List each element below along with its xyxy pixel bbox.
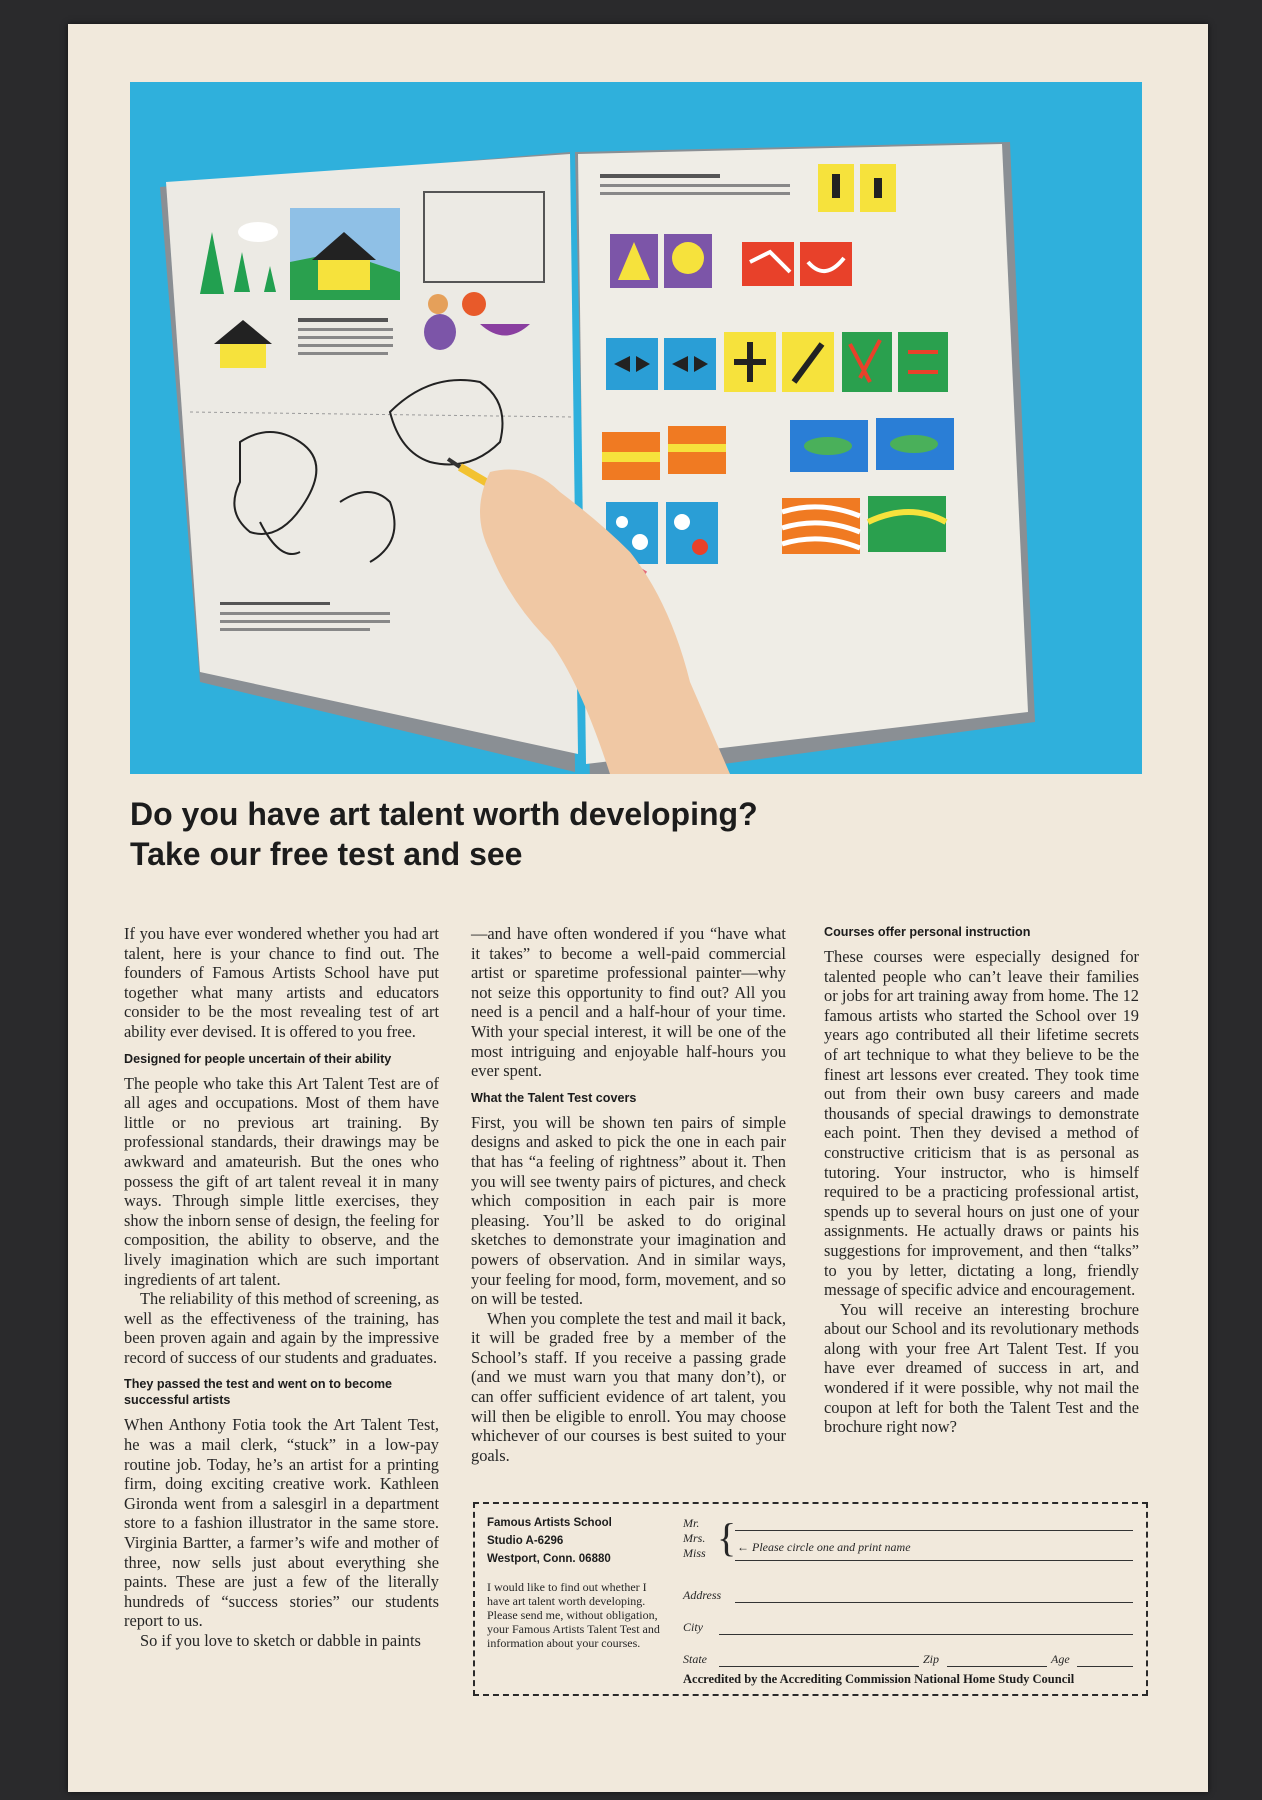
school-address — [487, 1514, 667, 1568]
paragraph-people-who-take: The people who take this Art Talent Test are of all ages and occupations. Most of them have little or no previous art training. By professional standards, their drawings may be awkward and amateurish. But the ones who possess the gift of art talent reveal it in many ways. Through simple little exercises, they show the inborn sense of design, the feeling for composition, the ability to observe, and the lively imagination which are such important ingredients of art talent. — [124, 1073, 439, 1289]
name-line-1[interactable] — [735, 1530, 1133, 1531]
left-arrow-icon: ← — [737, 1540, 749, 1554]
headline — [130, 794, 1170, 874]
studio-line: Studio A-6296 — [487, 1535, 564, 1547]
title-options[interactable] — [683, 1516, 706, 1561]
magazine-page — [68, 24, 1208, 1792]
test-booklet-illustration — [130, 82, 1142, 774]
headline-line-2: Take our free test and see — [130, 836, 523, 872]
paragraph-so-if-you-love: So if you love to sketch or dabble in paints — [140, 1631, 421, 1650]
city-label: City — [683, 1620, 703, 1634]
paragraph-these-courses: These courses were especially designed for talented people who can’t leave their families or jobs for art training away from home. The 12 famous artists who started the School over 19 years ago contributed all their lifetime secrets of art technique to what they believe to be the finest art lessons ever created. They took time out from their own busy careers and made thousands of special drawings to demonstrate each point. Then they devised a method of constructive criticism that is as personal as tutoring. Your instructor, who is himself required to be a practicing professional artist, spends up to several hours on just one of your assignments. He actually draws or paints his suggestions for improvement, and then “talks” to you by letter, dictating a long, friendly message of specific advice and encouragement. — [824, 947, 1139, 1300]
address-label: Address — [683, 1588, 722, 1602]
zip-line[interactable] — [947, 1666, 1047, 1667]
city-line: Westport, Conn. 06880 — [487, 1553, 611, 1565]
state-zip-age-row[interactable] — [683, 1652, 1133, 1672]
zip-label: Zip — [923, 1652, 940, 1666]
paragraph-first-you-will: First, you will be shown ten pairs of simple designs and asked to pick the one in each pair that has “a feeling of rightness” about it. Then you will see twenty pairs of pictures, and check which composition in each pair is more pleasing. You’ll be asked to do original sketches to demonstrate your imagination and powers of observation. And in similar ways, your feeling for mood, form, movement, and so on will be tested. — [471, 1112, 786, 1309]
name-line-2[interactable] — [735, 1560, 1133, 1561]
intro-paragraph: If you have ever wondered whether you had art talent, here is your chance to find out. The founders of Famous Artists School have put together what many artists and educators consider to be the most revealing test of art ability ever devised. It is offered to you free. — [124, 924, 439, 1041]
circle-note-text: Please circle one and print name — [752, 1540, 911, 1554]
mail-in-coupon[interactable] — [473, 1502, 1148, 1696]
age-line[interactable] — [1077, 1666, 1133, 1667]
paragraph-brochure: You will receive an interesting brochure about our School and its revolutionary methods along with your free Art Talent Test. If you have ever dreamed of success in art, and wondered if it were possible, why not mail the coupon at left for both the Talent Test and the brochure right now? — [824, 1299, 1139, 1437]
state-label: State — [683, 1652, 707, 1666]
city-line-field[interactable] — [719, 1634, 1133, 1635]
body-column-3 — [824, 924, 1139, 1437]
title-miss[interactable]: Miss — [683, 1546, 706, 1560]
paragraph-when-you-complete: When you complete the test and mail it back, it will be graded free by a member of the School’s staff. If you receive a passing grade (and we must warn you that many don’t), or can offer sufficient evidence of art talent, you will then be eligible to enroll. You may choose whichever of our courses is best suited to your goals. — [471, 1308, 786, 1465]
city-row[interactable] — [683, 1620, 1133, 1640]
title-mr[interactable]: Mr. — [683, 1516, 700, 1530]
paragraph-success-stories: When Anthony Fotia took the Art Talent Test, he was a mail clerk, “stuck” in a low-pay routine job. Today, he’s an artist for a printing firm, doing exciting creative work. Kathleen Gironda went from a salesgirl in a department store to a fashion illustrator in the same store. Virginia Bartter, a farmer’s wife and mother of three, now sells just about everything she paints. These are just a few of the literally hundreds of “success stories” our students report to us. — [124, 1415, 439, 1631]
body-column-1 — [124, 924, 439, 1651]
headline-line-1: Do you have art talent worth developing? — [130, 796, 758, 832]
paragraph-continuation: —and have often wondered if you “have what it takes” to become a well-paid commercial artist or sparetime professional painter—why not seize this opportunity to find out? All you need is a pencil and a half-hour of your time. With your special interest, it will be one of the most intriguing and enjoyable half-hours you ever spent. — [471, 924, 786, 1081]
body-column-2 — [471, 924, 786, 1465]
address-line[interactable] — [735, 1602, 1133, 1603]
paragraph-reliability: The reliability of this method of screening, as well as the effectiveness of the training, has been proven again and again by the impressive record of success of our students and graduates. — [124, 1289, 439, 1367]
subheading-designed-for: Designed for people uncertain of their ability — [124, 1051, 392, 1066]
subheading-what-test-covers: What the Talent Test covers — [471, 1090, 637, 1105]
brace: { — [717, 1515, 737, 1560]
name-row[interactable] — [683, 1516, 1133, 1574]
accreditation-note: Accredited by the Accrediting Commission National Home Study Council — [683, 1672, 1075, 1686]
subheading-courses-offer: Courses offer personal instruction — [824, 925, 1031, 939]
subheading-they-passed: They passed the test and went on to become successful artists — [124, 1377, 393, 1408]
age-label: Age — [1051, 1652, 1070, 1666]
open-booklet-drawing — [130, 82, 1142, 774]
state-line[interactable] — [719, 1666, 919, 1667]
title-mrs[interactable]: Mrs. — [683, 1531, 706, 1545]
circle-note — [737, 1540, 911, 1555]
address-row[interactable] — [683, 1588, 1133, 1608]
request-text: I would like to find out whether I have art talent worth developing. Please send me, without obligation, your Famous Artists Talent Test and information about your courses. — [487, 1580, 660, 1650]
school-name: Famous Artists School — [487, 1517, 612, 1529]
